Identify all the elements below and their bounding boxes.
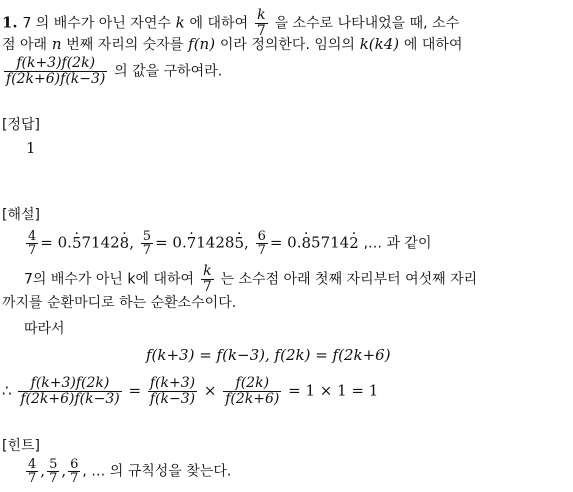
problem-text: 번째 자리의 숫자를 xyxy=(66,37,184,53)
problem-expression: $\frac{f(k+3)f(2k)}{f(2k+6)f(k-3)}$ xyxy=(6,55,106,87)
decimal-expansions: $\frac{4}{7}$ = 0.5 ·71428 ·, $\frac{5}{7}$ = 0.7 ·14285 ·, $\frac{6}{7}$ = 0.8 ·57142 · ,… 과 같이 xyxy=(24,230,432,257)
problem-line-3 xyxy=(2,56,222,87)
hint-label: [힌트] xyxy=(2,438,40,454)
fraction-4-7: $\frac{4}{7}$ xyxy=(28,229,37,258)
problem-text: 에 대하여 xyxy=(189,15,249,32)
fraction-k-over-7: $\frac{k}{7}$ xyxy=(202,263,212,295)
fraction-k-over-7: $\frac{k}{7}$ xyxy=(256,7,266,39)
therefore-text: 따라서 xyxy=(24,321,65,337)
problem-text: 의 값을 구하여라. xyxy=(114,63,223,80)
final-computation: ∴ $\frac{f(k+3)f(2k)}{f(2k+6)f(k-3)}$ = $\frac{f(k+3)}{f(k-3)}$ × $\frac{f(2k)}{f(2k+6)}$ = 1 × 1 = 1 xyxy=(2,375,379,407)
problem-line-2 xyxy=(2,35,462,54)
var-k: k xyxy=(175,13,185,32)
function-f-n: f(n) xyxy=(188,35,216,53)
problem-text: 을 소수로 나타내었을 때, 소수 xyxy=(274,15,460,32)
solution-paragraph-2-cont: 까지를 순환마디로 하는 순환소수이다. xyxy=(2,295,237,311)
answer-label: [정답] xyxy=(2,117,40,133)
fraction-5-7: $\frac{5}{7}$ xyxy=(142,229,152,258)
hint-text: $\frac{4}{7}$ , $\frac{5}{7}$ , $\frac{6}{7}$ , … 의 규칙성을 찾는다. xyxy=(28,457,232,486)
therefore-symbol: ∴ xyxy=(2,381,12,400)
condition-k: k(k4) xyxy=(359,35,400,53)
equation-periodicity: f(k+3) = f(k−3), f(2k) = f(2k+6) xyxy=(146,346,391,364)
problem-text: 점 아래 xyxy=(2,37,48,53)
problem-text: 7 의 배수가 아닌 자연수 xyxy=(22,15,171,32)
var-n: n xyxy=(51,35,62,53)
answer-value: 1 xyxy=(26,139,36,157)
solution-paragraph-2: 7의 배수가 아닌 k에 대하여 $\frac{k}{7}$ 는 소수점 아래 첫째 자리부터 여섯째 자리 xyxy=(24,263,478,295)
problem-number: 1. xyxy=(2,13,18,32)
solution-label: [해설] xyxy=(2,207,40,223)
problem-text: 이라 정의한다. 임의의 xyxy=(219,37,355,53)
fraction-6-7: $\frac{6}{7}$ xyxy=(257,229,266,258)
problem-text: 에 대하여 xyxy=(403,37,463,53)
